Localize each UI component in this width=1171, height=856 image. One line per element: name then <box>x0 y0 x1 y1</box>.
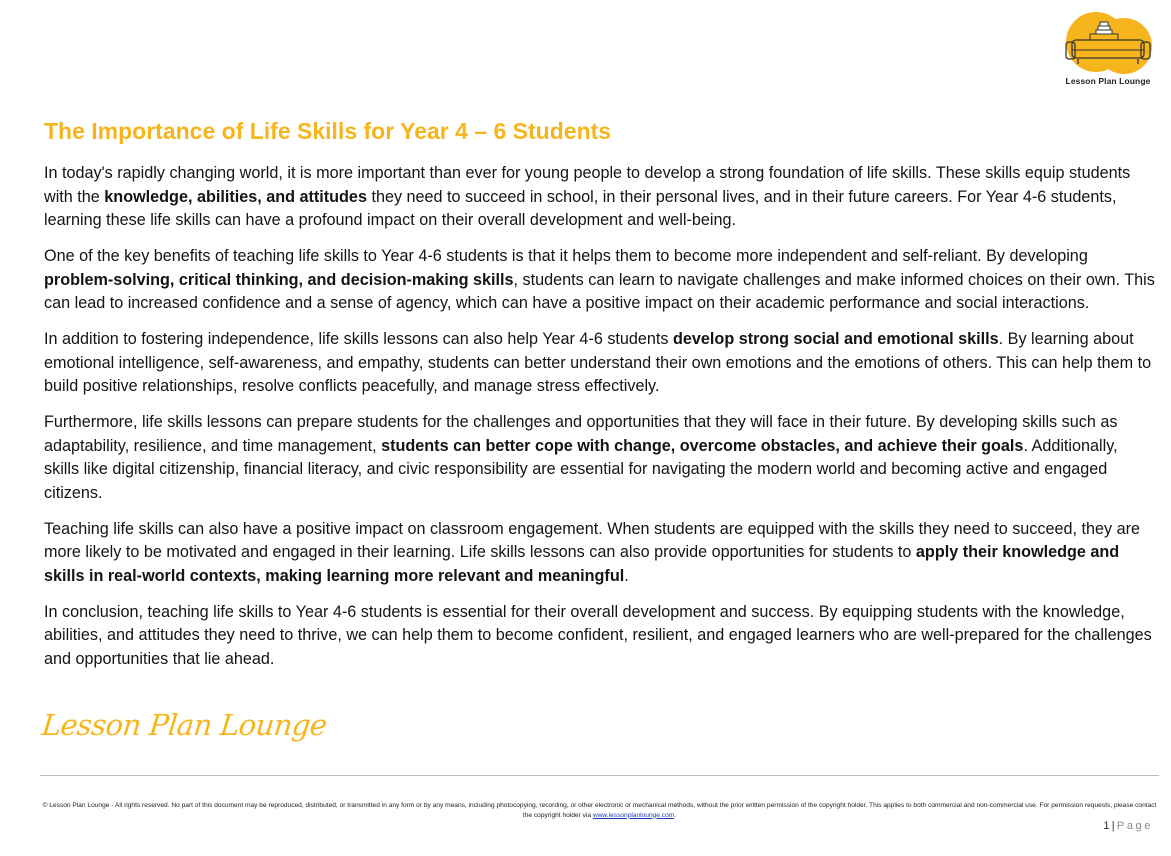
text-run: Furthermore, life skills lessons can prepare students for the challenges and opportunities that they will face in their future. By developing skills such as adaptability, resilience, and time management, <box>44 413 1118 455</box>
signature-logo: Lesson Plan Lounge <box>40 708 329 742</box>
bold-text: develop strong social and emotional skills <box>673 330 999 348</box>
paragraph <box>44 411 1156 505</box>
brand-logo <box>1058 12 1158 92</box>
text-run: In today's rapidly changing world, it is more important than ever for young people to develop a strong foundation of life skills. These skills equip students with the <box>44 164 1131 206</box>
page-title: The Importance of Life Skills for Year 4 – 6 Students <box>44 118 612 144</box>
text-run: . Additionally, skills like digital citizenship, financial literacy, and civic responsibility are essential for navigating the modern world and becoming active and engaged citizens. <box>44 436 1118 502</box>
page-number-value: 1 <box>1103 820 1110 832</box>
footer-divider <box>40 775 1159 776</box>
bold-text: students can better cope with change, overcome obstacles, and achieve their goals <box>381 436 1024 455</box>
bold-text: knowledge, abilities, and attitudes <box>104 187 367 206</box>
text-run: One of the key benefits of teaching life skills to Year 4-6 students is that it helps them to become more independent and self-reliant. By developing <box>44 247 1088 265</box>
paragraph <box>44 162 1156 233</box>
text-run: they need to succeed in school, in their personal lives, and in their future careers. For Year 4-6 students, learning these life skills can have a profound impact on their overall development and well-being. <box>44 187 1117 229</box>
text-run: . <box>624 566 629 585</box>
paragraph <box>44 601 1156 672</box>
article-body <box>44 162 1156 684</box>
paragraph <box>44 518 1156 589</box>
text-run: , students can learn to navigate challenges and make informed choices on their own. This can lead to increased confidence and a sense of agency, which can have a positive impact on their academic performance and social interactions. <box>44 270 1155 312</box>
copyright-notice <box>40 801 1159 820</box>
text-run: Teaching life skills can also have a positive impact on classroom engagement. When students are equipped with the skills they need to succeed, they are more likely to be motivated and engaged in their learning. Life skills lessons can also provide opportunities for students to <box>44 519 1140 561</box>
website-link[interactable]: www.lessonplanlounge.com <box>592 811 675 819</box>
copyright-text: © Lesson Plan Lounge - All rights reserved. No part of this document may be reproduced, distributed, or transmitted in any form or by any means, including photocopying, recording, or other electronic or mechanical methods, without the prior written permission of the copyright holder. This applies to both commercial and non-commercial use. For permission requests, please contact the copyright holder via <box>42 802 1157 819</box>
page-separator: | <box>1111 820 1115 832</box>
page-word: Page <box>1116 820 1153 832</box>
text-run: In conclusion, teaching life skills to Year 4-6 students is essential for their overall development and success. By equipping students with the knowledge, abilities, and attitudes they need to thrive, we can help them to become confident, resilient, and engaged learners who are well-prepared for the challenges and opportunities that lie ahead. <box>44 602 1152 668</box>
paragraph <box>44 328 1156 399</box>
bold-text: problem-solving, critical thinking, and decision-making skills <box>44 270 514 289</box>
logo-text: Lesson Plan Lounge <box>1065 76 1151 86</box>
page-number <box>1103 820 1153 832</box>
paragraph <box>44 245 1156 316</box>
text-run: In addition to fostering independence, life skills lessons can also help Year 4-6 students <box>44 330 674 348</box>
bold-text: apply their knowledge and skills in real-world contexts, making learning more relevant and meaningful <box>44 543 1120 585</box>
copyright-suffix: . <box>674 811 677 819</box>
text-run: . By learning about emotional intelligence, self-awareness, and empathy, students can better understand their own emotions and the emotions of others. This can help them to build positive relationships, resolve conflicts peacefully, and manage stress effectively. <box>44 330 1152 395</box>
lounge-sofa-icon <box>1060 12 1156 74</box>
